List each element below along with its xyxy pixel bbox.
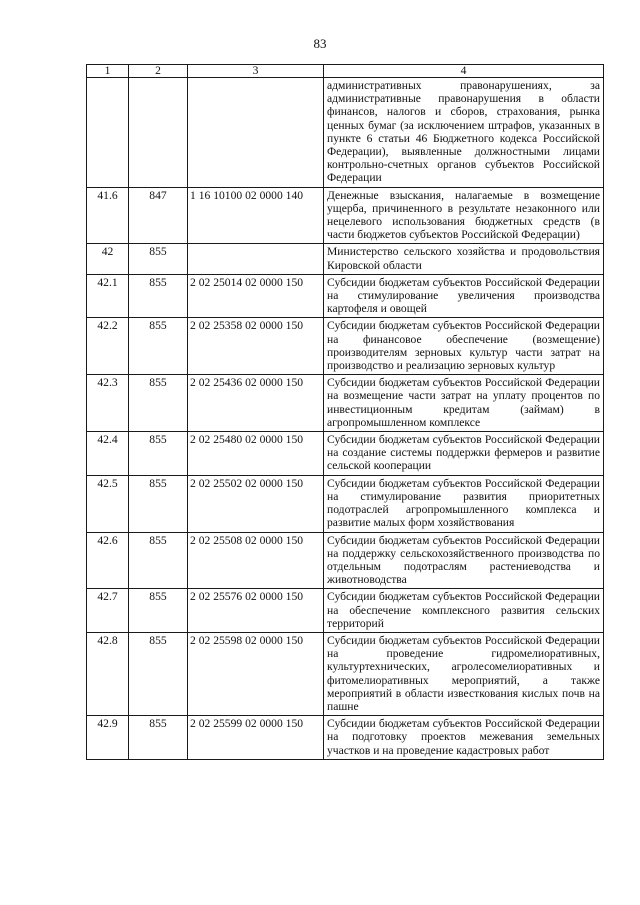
admin-code-cell: 855	[129, 632, 188, 715]
table-row	[87, 78, 604, 188]
row-number-cell: 42.5	[87, 475, 129, 532]
admin-code-cell: 855	[129, 375, 188, 432]
row-number-cell: 42.1	[87, 274, 129, 318]
description-cell: Субсидии бюджетам субъектов Российской Федерации на создание системы поддержки фермеров и развитие сельской кооперации	[324, 432, 604, 476]
header-cell-1: 1	[87, 65, 129, 78]
table-row	[87, 716, 604, 760]
description-cell: Субсидии бюджетам субъектов Российской Федерации на обеспечение комплексного развития сельских территорий	[324, 589, 604, 633]
row-number-cell: 42.8	[87, 632, 129, 715]
table-row	[87, 589, 604, 633]
budget-code-cell: 2 02 25358 02 0000 150	[188, 318, 324, 375]
table-header-row	[87, 65, 604, 78]
table-row	[87, 532, 604, 589]
budget-code-cell: 2 02 25502 02 0000 150	[188, 475, 324, 532]
budget-code-cell: 2 02 25508 02 0000 150	[188, 532, 324, 589]
admin-code-cell: 855	[129, 318, 188, 375]
row-number-cell: 42.2	[87, 318, 129, 375]
header-cell-3: 3	[188, 65, 324, 78]
table-body	[87, 65, 604, 760]
page-number: 83	[313, 36, 327, 51]
row-number-cell: 42.9	[87, 716, 129, 760]
row-number-cell: 41.6	[87, 187, 129, 244]
budget-code-cell: 2 02 25598 02 0000 150	[188, 632, 324, 715]
admin-code-cell: 855	[129, 532, 188, 589]
description-cell: Субсидии бюджетам субъектов Российской Федерации на стимулирование развития приоритетных подотраслей агропромышленного комплекса и развитие малых форм хозяйствования	[324, 475, 604, 532]
budget-codes-table	[86, 64, 604, 760]
row-number-cell	[87, 78, 129, 188]
table-row	[87, 432, 604, 476]
description-cell: Субсидии бюджетам субъектов Российской Федерации на подготовку проектов межевания земельных участков и на проведение кадастровых работ	[324, 716, 604, 760]
row-number-cell: 42.6	[87, 532, 129, 589]
budget-code-cell	[188, 244, 324, 274]
admin-code-cell: 855	[129, 589, 188, 633]
budget-code-cell: 2 02 25436 02 0000 150	[188, 375, 324, 432]
description-cell: Субсидии бюджетам субъектов Российской Федерации на поддержку сельскохозяйственного производства по отдельным подотраслям растениеводства и животноводства	[324, 532, 604, 589]
row-number-cell: 42.7	[87, 589, 129, 633]
budget-code-cell: 2 02 25576 02 0000 150	[188, 589, 324, 633]
budget-code-cell: 1 16 10100 02 0000 140	[188, 187, 324, 244]
admin-code-cell	[129, 78, 188, 188]
header-cell-2: 2	[129, 65, 188, 78]
description-cell: Субсидии бюджетам субъектов Российской Федерации на стимулирование увеличения производства картофеля и овощей	[324, 274, 604, 318]
table-row	[87, 475, 604, 532]
budget-code-cell	[188, 78, 324, 188]
description-cell: административных правонарушениях, за административные правонарушения в области финансов, налогов и сборов, страхования, рынка ценных бумаг (за исключением штрафов, указанных в пункте 6 статьи 46 Бюджетного кодекса Российской Федерации), выявленные должностными лицами контрольно-счетных органов субъектов Российской Федерации	[324, 78, 604, 188]
row-number-cell: 42	[87, 244, 129, 274]
header-cell-4: 4	[324, 65, 604, 78]
description-cell: Денежные взыскания, налагаемые в возмещение ущерба, причиненного в результате незаконного или нецелевого использования бюджетных средств (в части бюджетов субъектов Российской Федерации)	[324, 187, 604, 244]
description-cell: Субсидии бюджетам субъектов Российской Федерации на финансовое обеспечение (возмещение) производителям зерновых культур части затрат на производство и реализацию зерновых культур	[324, 318, 604, 375]
table-row	[87, 244, 604, 274]
admin-code-cell: 855	[129, 274, 188, 318]
table-row	[87, 632, 604, 715]
table-row	[87, 187, 604, 244]
budget-code-cell: 2 02 25599 02 0000 150	[188, 716, 324, 760]
table-row	[87, 375, 604, 432]
table-row	[87, 318, 604, 375]
table-row	[87, 274, 604, 318]
admin-code-cell: 855	[129, 432, 188, 476]
description-cell: Субсидии бюджетам субъектов Российской Федерации на возмещение части затрат на уплату процентов по инвестиционным кредитам (займам) в агропромышленном комплексе	[324, 375, 604, 432]
admin-code-cell: 855	[129, 475, 188, 532]
row-number-cell: 42.3	[87, 375, 129, 432]
row-number-cell: 42.4	[87, 432, 129, 476]
admin-code-cell: 855	[129, 244, 188, 274]
admin-code-cell: 855	[129, 716, 188, 760]
description-cell: Министерство сельского хозяйства и продовольствия Кировской области	[324, 244, 604, 274]
admin-code-cell: 847	[129, 187, 188, 244]
budget-code-cell: 2 02 25480 02 0000 150	[188, 432, 324, 476]
description-cell: Субсидии бюджетам субъектов Российской Федерации на проведение гидромелиоративных, культуртехнических, агролесомелиоративных и фитомелиоративных мероприятий, а также мероприятий в области известкования кислых почв на пашне	[324, 632, 604, 715]
budget-code-cell: 2 02 25014 02 0000 150	[188, 274, 324, 318]
